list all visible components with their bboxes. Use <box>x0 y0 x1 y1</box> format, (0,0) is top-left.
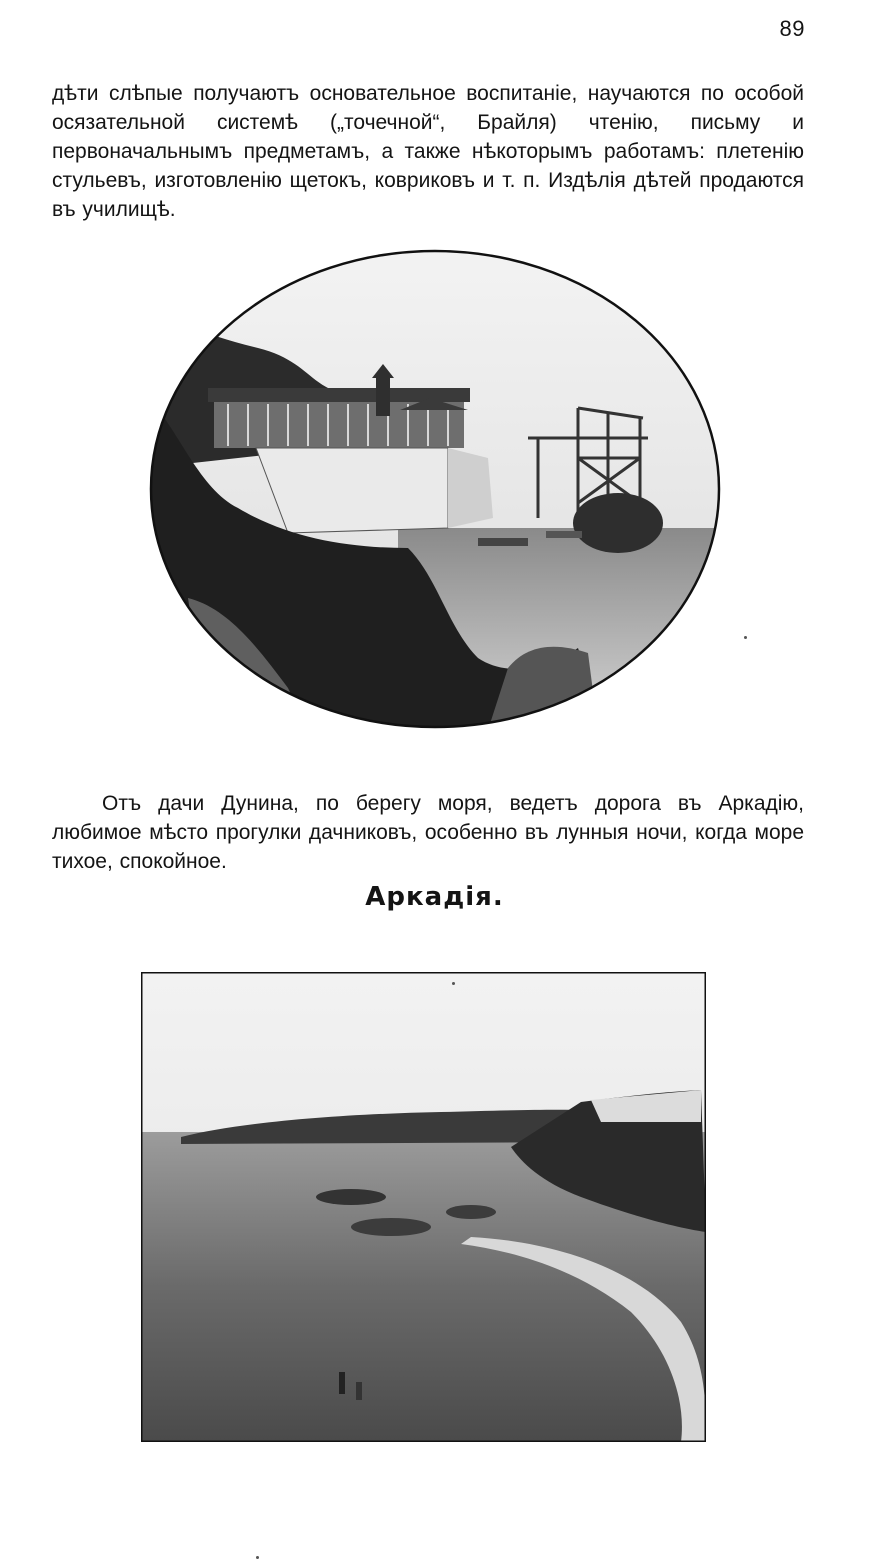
page-number: 89 <box>779 16 805 41</box>
paragraph-blind-school: дѣти слѣпые получаютъ основательное воспитаніе, научаются по особой осязательной системѣ („точечной“, Брайля) чтенію, письму и первоначальнымъ предметамъ, а также нѣкоторымъ работамъ: плетенію стульевъ, изготовленію щетокъ, ковриковъ и т. п. Издѣлія дѣтей продаются въ училищѣ. <box>52 82 804 221</box>
oval-photograph <box>148 248 722 730</box>
print-speck <box>452 982 455 985</box>
paragraph-arcadia-road: Отъ дачи Дунина, по берегу моря, ведетъ дорога въ Аркадію, любимое мѣсто прогулки дачниковъ, особенно въ лунныя ночи, когда море тихое, спокойное. <box>52 792 804 873</box>
section-heading: Аркадія. <box>365 882 504 912</box>
rectangular-photograph <box>141 972 706 1442</box>
print-speck <box>744 636 747 639</box>
